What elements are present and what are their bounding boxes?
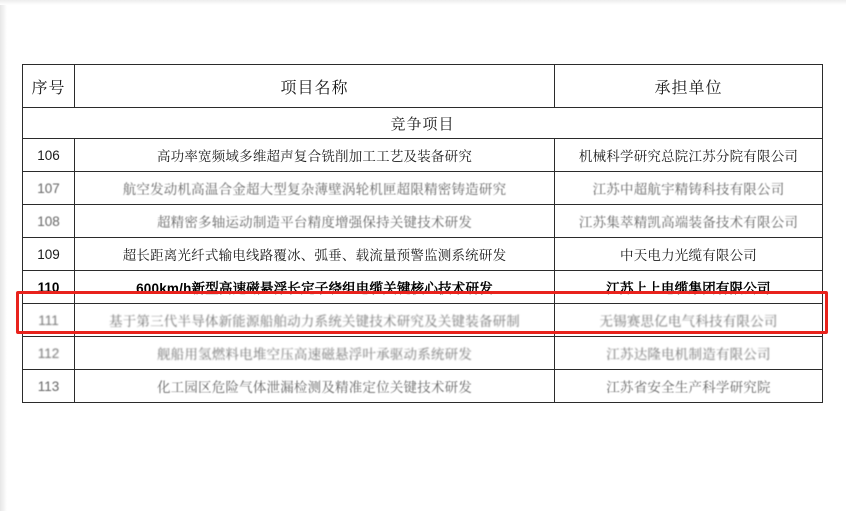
row-undertaking-unit: 江苏集萃精凯高端装备技术有限公司 [555,205,823,238]
project-list-table-container [22,64,822,403]
table-row [23,139,823,172]
row-undertaking-unit: 江苏达隆电机制造有限公司 [555,337,823,370]
page-edge-shadow-top [0,0,846,5]
section-title: 竞争项目 [23,108,823,139]
page-edge-shadow-left [0,0,7,511]
column-header-project-name: 项目名称 [75,65,555,108]
table-row [23,304,823,337]
row-undertaking-unit: 江苏省安全生产科学研究院 [555,370,823,403]
row-undertaking-unit: 江苏上上电缆集团有限公司 [555,271,823,304]
row-project-name: 超长距离光纤式输电线路覆冰、弧垂、载流量预警监测系统研发 [75,238,555,271]
row-no: 106 [23,139,75,172]
column-header-undertaking-unit: 承担单位 [555,65,823,108]
table-section-row [23,108,823,139]
row-no: 109 [23,238,75,271]
row-no: 112 [23,337,75,370]
table-header-row [23,65,823,108]
table-row [23,337,823,370]
row-project-name: 600km/h新型高速磁悬浮长定子绕组电缆关键核心技术研发 [75,271,555,304]
row-no: 110 [23,271,75,304]
row-project-name: 超精密多轴运动制造平台精度增强保持关键技术研发 [75,205,555,238]
project-list-table [22,64,823,403]
row-no: 113 [23,370,75,403]
column-header-no: 序号 [23,65,75,108]
row-project-name: 航空发动机高温合金超大型复杂薄壁涡轮机匣超限精密铸造研究 [75,172,555,205]
row-project-name: 化工园区危险气体泄漏检测及精准定位关键技术研发 [75,370,555,403]
row-project-name: 舰船用氢燃料电堆空压高速磁悬浮叶承驱动系统研发 [75,337,555,370]
row-no: 107 [23,172,75,205]
table-row [23,172,823,205]
row-undertaking-unit: 江苏中超航宇精铸科技有限公司 [555,172,823,205]
table-row [23,370,823,403]
table-row [23,238,823,271]
row-no: 111 [23,304,75,337]
row-no: 108 [23,205,75,238]
row-undertaking-unit: 无锡赛思亿电气科技有限公司 [555,304,823,337]
table-row-highlighted [23,271,823,304]
row-undertaking-unit: 中天电力光缆有限公司 [555,238,823,271]
row-undertaking-unit: 机械科学研究总院江苏分院有限公司 [555,139,823,172]
row-project-name: 高功率宽频域多维超声复合铣削加工工艺及装备研究 [75,139,555,172]
table-row [23,205,823,238]
row-project-name: 基于第三代半导体新能源船舶动力系统关键技术研究及关键装备研制 [75,304,555,337]
